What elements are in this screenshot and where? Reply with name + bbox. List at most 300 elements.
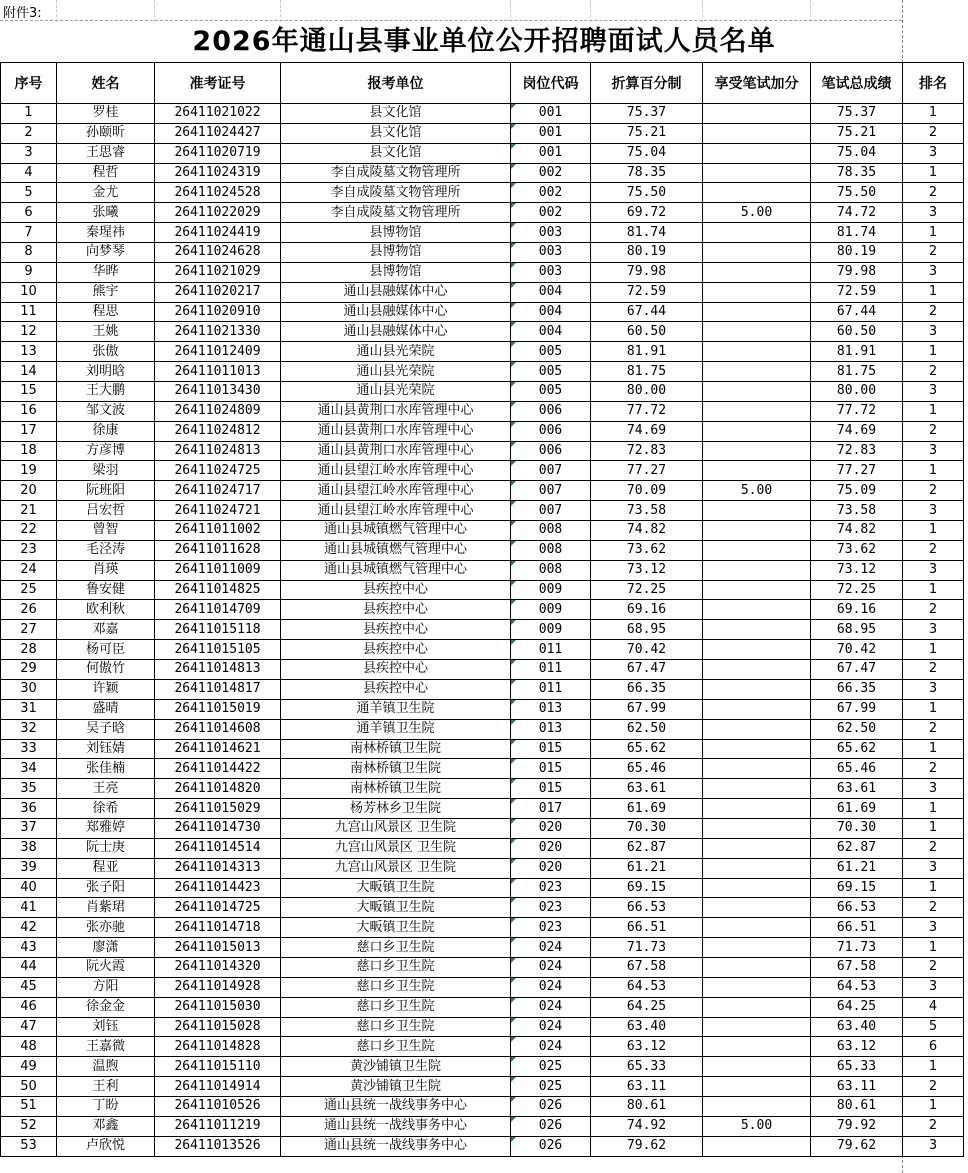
post-code-cell: 006 [511,401,591,421]
header-exam-id: 准考证号 [155,63,281,104]
post-code-cell: 007 [511,481,591,501]
total-score-cell: 65.62 [811,739,903,759]
bonus-cell [703,282,811,302]
post-code-cell: 025 [511,1077,591,1097]
exam-id-cell: 26411011009 [155,560,281,580]
post-code-cell: 002 [511,203,591,223]
exam-id-cell: 26411014709 [155,600,281,620]
exam-id-cell: 26411020719 [155,143,281,163]
seq-cell: 43 [1,938,57,958]
exam-id-cell: 26411014320 [155,957,281,977]
bonus-cell [703,660,811,680]
total-score-cell: 62.50 [811,719,903,739]
name-cell: 金尤 [57,183,155,203]
total-score-cell: 75.37 [811,104,903,124]
exam-id-cell: 26411012409 [155,342,281,362]
post-code-cell: 011 [511,679,591,699]
seq-cell: 21 [1,501,57,521]
name-cell: 方阳 [57,977,155,997]
post-code-cell: 003 [511,223,591,243]
unit-cell: 九宫山风景区 卫生院 [281,858,511,878]
table-row [1,997,964,1017]
header-post-code: 岗位代码 [511,63,591,104]
unit-cell: 通山县融媒体中心 [281,322,511,342]
post-code-cell: 006 [511,441,591,461]
rank-cell: 1 [903,1096,964,1116]
bonus-cell: 5.00 [703,481,811,501]
name-cell: 杨可臣 [57,640,155,660]
exam-id-cell: 26411024813 [155,441,281,461]
total-score-cell: 81.75 [811,362,903,382]
rank-cell: 3 [903,779,964,799]
name-cell: 廖潇 [57,938,155,958]
rank-cell: 1 [903,223,964,243]
bonus-cell [703,997,811,1017]
exam-id-cell: 26411013430 [155,382,281,402]
unit-cell: 通山县统一战线事务中心 [281,1096,511,1116]
seq-cell: 39 [1,858,57,878]
total-score-cell: 72.83 [811,441,903,461]
unit-cell: 大畈镇卫生院 [281,878,511,898]
seq-cell: 50 [1,1077,57,1097]
sheet-gridline [702,0,703,22]
rank-cell: 1 [903,640,964,660]
table-row [1,818,964,838]
exam-id-cell: 26411015105 [155,640,281,660]
exam-id-cell: 26411015030 [155,997,281,1017]
converted-score-cell: 81.74 [591,223,703,243]
unit-cell: 通山县城镇燃气管理中心 [281,560,511,580]
bonus-cell [703,1037,811,1057]
seq-cell: 2 [1,123,57,143]
bonus-cell [703,957,811,977]
exam-id-cell: 26411015110 [155,1057,281,1077]
seq-cell: 32 [1,719,57,739]
rank-cell: 2 [903,719,964,739]
table-row [1,759,964,779]
unit-cell: 通山县城镇燃气管理中心 [281,521,511,541]
unit-cell: 大畈镇卫生院 [281,918,511,938]
post-code-cell: 008 [511,521,591,541]
table-row [1,302,964,322]
name-cell: 阮班阳 [57,481,155,501]
total-score-cell: 69.15 [811,878,903,898]
exam-id-cell: 26411024725 [155,461,281,481]
exam-id-cell: 26411013526 [155,1136,281,1156]
rank-cell: 1 [903,282,964,302]
name-cell: 鲁安健 [57,580,155,600]
bonus-cell [703,461,811,481]
post-code-cell: 007 [511,501,591,521]
table-row [1,104,964,124]
post-code-cell: 003 [511,243,591,263]
total-score-cell: 75.04 [811,143,903,163]
post-code-cell: 006 [511,421,591,441]
seq-cell: 49 [1,1057,57,1077]
bonus-cell [703,521,811,541]
table-row [1,1136,964,1156]
rank-cell: 3 [903,679,964,699]
name-cell: 许颖 [57,679,155,699]
total-score-cell: 64.53 [811,977,903,997]
name-cell: 王姚 [57,322,155,342]
table-row [1,362,964,382]
converted-score-cell: 64.53 [591,977,703,997]
post-code-cell: 005 [511,342,591,362]
seq-cell: 4 [1,163,57,183]
post-code-cell: 017 [511,799,591,819]
bonus-cell [703,759,811,779]
total-score-cell: 79.92 [811,1116,903,1136]
bonus-cell [703,243,811,263]
table-row [1,382,964,402]
seq-cell: 12 [1,322,57,342]
converted-score-cell: 79.62 [591,1136,703,1156]
total-score-cell: 73.58 [811,501,903,521]
converted-score-cell: 62.87 [591,838,703,858]
name-cell: 何傲竹 [57,660,155,680]
exam-id-cell: 26411014514 [155,838,281,858]
exam-id-cell: 26411014825 [155,580,281,600]
unit-cell: 通山县望江岭水库管理中心 [281,461,511,481]
unit-cell: 县疾控中心 [281,580,511,600]
name-cell: 王思睿 [57,143,155,163]
exam-id-cell: 26411022029 [155,203,281,223]
exam-id-cell: 26411015019 [155,699,281,719]
bonus-cell [703,540,811,560]
seq-cell: 42 [1,918,57,938]
bonus-cell [703,1057,811,1077]
name-cell: 程思 [57,302,155,322]
total-score-cell: 79.62 [811,1136,903,1156]
converted-score-cell: 69.16 [591,600,703,620]
converted-score-cell: 81.75 [591,362,703,382]
seq-cell: 29 [1,660,57,680]
bonus-cell [703,223,811,243]
sheet-gridline [510,0,511,22]
converted-score-cell: 70.42 [591,640,703,660]
name-cell: 刘钰婧 [57,739,155,759]
post-code-cell: 015 [511,779,591,799]
post-code-cell: 009 [511,600,591,620]
unit-cell: 通山县统一战线事务中心 [281,1136,511,1156]
page-title: 2026年通山县事业单位公开招聘面试人员名单 [192,26,776,57]
post-code-cell: 009 [511,580,591,600]
name-cell: 吴子晗 [57,719,155,739]
sheet-gridline [590,0,591,22]
converted-score-cell: 77.72 [591,401,703,421]
converted-score-cell: 73.58 [591,501,703,521]
sheet-gridline [280,0,281,22]
seq-cell: 40 [1,878,57,898]
unit-cell: 通羊镇卫生院 [281,699,511,719]
unit-cell: 黄沙铺镇卫生院 [281,1057,511,1077]
converted-score-cell: 72.83 [591,441,703,461]
converted-score-cell: 70.30 [591,818,703,838]
table-row [1,163,964,183]
converted-score-cell: 78.35 [591,163,703,183]
header-rank: 排名 [903,63,964,104]
post-code-cell: 011 [511,640,591,660]
interview-list-table [0,62,964,1157]
rank-cell: 6 [903,1037,964,1057]
post-code-cell: 024 [511,977,591,997]
seq-cell: 10 [1,282,57,302]
name-cell: 王利 [57,1077,155,1097]
exam-id-cell: 26411015118 [155,620,281,640]
exam-id-cell: 26411014422 [155,759,281,779]
converted-score-cell: 66.53 [591,898,703,918]
seq-cell: 35 [1,779,57,799]
converted-score-cell: 62.50 [591,719,703,739]
total-score-cell: 63.61 [811,779,903,799]
total-score-cell: 65.33 [811,1057,903,1077]
unit-cell: 通山县城镇燃气管理中心 [281,540,511,560]
exam-id-cell: 26411014313 [155,858,281,878]
total-score-cell: 62.87 [811,838,903,858]
post-code-cell: 008 [511,540,591,560]
table-row [1,977,964,997]
rank-cell: 2 [903,243,964,263]
name-cell: 温煦 [57,1057,155,1077]
table-row [1,957,964,977]
total-score-cell: 75.09 [811,481,903,501]
seq-cell: 11 [1,302,57,322]
seq-cell: 13 [1,342,57,362]
bonus-cell [703,600,811,620]
table-row [1,918,964,938]
total-score-cell: 75.50 [811,183,903,203]
converted-score-cell: 75.04 [591,143,703,163]
exam-id-cell: 26411020217 [155,282,281,302]
rank-cell: 2 [903,362,964,382]
converted-score-cell: 80.00 [591,382,703,402]
bonus-cell [703,322,811,342]
table-row [1,143,964,163]
unit-cell: 通山县统一战线事务中心 [281,1116,511,1136]
post-code-cell: 002 [511,163,591,183]
seq-cell: 52 [1,1116,57,1136]
rank-cell: 3 [903,977,964,997]
rank-cell: 1 [903,1057,964,1077]
total-score-cell: 78.35 [811,163,903,183]
rank-cell: 3 [903,501,964,521]
bonus-cell [703,501,811,521]
seq-cell: 41 [1,898,57,918]
table-row [1,838,964,858]
table-row [1,600,964,620]
rank-cell: 2 [903,898,964,918]
table-row [1,719,964,739]
exam-id-cell: 26411011013 [155,362,281,382]
exam-id-cell: 26411024809 [155,401,281,421]
post-code-cell: 026 [511,1136,591,1156]
seq-cell: 26 [1,600,57,620]
exam-id-cell: 26411014621 [155,739,281,759]
exam-id-cell: 26411011219 [155,1116,281,1136]
converted-score-cell: 69.72 [591,203,703,223]
unit-cell: 通山县望江岭水库管理中心 [281,481,511,501]
total-score-cell: 61.21 [811,858,903,878]
unit-cell: 李自成陵墓文物管理所 [281,183,511,203]
seq-cell: 24 [1,560,57,580]
table-row [1,521,964,541]
exam-id-cell: 26411014608 [155,719,281,739]
bonus-cell [703,799,811,819]
unit-cell: 杨芳林乡卫生院 [281,799,511,819]
bonus-cell [703,679,811,699]
post-code-cell: 026 [511,1096,591,1116]
seq-cell: 3 [1,143,57,163]
name-cell: 孙颐昕 [57,123,155,143]
seq-cell: 31 [1,699,57,719]
converted-score-cell: 66.35 [591,679,703,699]
seq-cell: 18 [1,441,57,461]
header-seq: 序号 [1,63,57,104]
name-cell: 卢欣悦 [57,1136,155,1156]
converted-score-cell: 80.61 [591,1096,703,1116]
rank-cell: 1 [903,580,964,600]
bonus-cell: 5.00 [703,203,811,223]
header-converted-score: 折算百分制 [591,63,703,104]
name-cell: 王嘉微 [57,1037,155,1057]
table-row [1,262,964,282]
exam-id-cell: 26411024528 [155,183,281,203]
converted-score-cell: 72.59 [591,282,703,302]
bonus-cell [703,262,811,282]
total-score-cell: 66.51 [811,918,903,938]
seq-cell: 8 [1,243,57,263]
seq-cell: 16 [1,401,57,421]
rank-cell: 3 [903,203,964,223]
post-code-cell: 015 [511,739,591,759]
post-code-cell: 024 [511,938,591,958]
post-code-cell: 013 [511,719,591,739]
unit-cell: 李自成陵墓文物管理所 [281,163,511,183]
name-cell: 肖紫珺 [57,898,155,918]
total-score-cell: 77.27 [811,461,903,481]
exam-id-cell: 26411014928 [155,977,281,997]
converted-score-cell: 67.47 [591,660,703,680]
unit-cell: 慈口乡卫生院 [281,1037,511,1057]
exam-id-cell: 26411024717 [155,481,281,501]
table-row [1,183,964,203]
post-code-cell: 005 [511,382,591,402]
unit-cell: 县文化馆 [281,104,511,124]
post-code-cell: 020 [511,858,591,878]
unit-cell: 通山县光荣院 [281,342,511,362]
total-score-cell: 63.12 [811,1037,903,1057]
rank-cell: 2 [903,838,964,858]
unit-cell: 慈口乡卫生院 [281,997,511,1017]
rank-cell: 2 [903,660,964,680]
post-code-cell: 004 [511,322,591,342]
post-code-cell: 024 [511,1017,591,1037]
exam-id-cell: 26411014725 [155,898,281,918]
rank-cell: 2 [903,481,964,501]
name-cell: 徐金金 [57,997,155,1017]
table-row [1,322,964,342]
sheet-gridline [0,20,902,21]
exam-id-cell: 26411021022 [155,104,281,124]
sheet-gridline [810,0,811,22]
bonus-cell [703,1077,811,1097]
total-score-cell: 73.62 [811,540,903,560]
converted-score-cell: 69.15 [591,878,703,898]
post-code-cell: 024 [511,1037,591,1057]
table-row [1,799,964,819]
rank-cell: 1 [903,163,964,183]
rank-cell: 1 [903,878,964,898]
total-score-cell: 74.82 [811,521,903,541]
exam-id-cell: 26411011628 [155,540,281,560]
table-row [1,461,964,481]
total-score-cell: 74.72 [811,203,903,223]
exam-id-cell: 26411024419 [155,223,281,243]
seq-cell: 14 [1,362,57,382]
rank-cell: 1 [903,104,964,124]
header-bonus: 享受笔试加分 [703,63,811,104]
unit-cell: 通山县黄荆口水库管理中心 [281,441,511,461]
header-row [1,63,964,104]
post-code-cell: 009 [511,620,591,640]
rank-cell: 3 [903,143,964,163]
exam-id-cell: 26411011002 [155,521,281,541]
converted-score-cell: 61.21 [591,858,703,878]
header-total-score: 笔试总成绩 [811,63,903,104]
header-unit: 报考单位 [281,63,511,104]
post-code-cell: 004 [511,302,591,322]
name-cell: 郑雅婷 [57,818,155,838]
bonus-cell [703,401,811,421]
post-code-cell: 002 [511,183,591,203]
name-cell: 刘明晗 [57,362,155,382]
name-cell: 盛晴 [57,699,155,719]
exam-id-cell: 26411015028 [155,1017,281,1037]
seq-cell: 37 [1,818,57,838]
table-row [1,640,964,660]
post-code-cell: 025 [511,1057,591,1077]
total-score-cell: 72.25 [811,580,903,600]
exam-id-cell: 26411015013 [155,938,281,958]
post-code-cell: 013 [511,699,591,719]
converted-score-cell: 60.50 [591,322,703,342]
table-row [1,660,964,680]
table-row [1,580,964,600]
converted-score-cell: 74.82 [591,521,703,541]
total-score-cell: 72.59 [811,282,903,302]
exam-id-cell: 26411014828 [155,1037,281,1057]
converted-score-cell: 67.99 [591,699,703,719]
converted-score-cell: 61.69 [591,799,703,819]
seq-cell: 33 [1,739,57,759]
unit-cell: 县疾控中心 [281,600,511,620]
bonus-cell [703,1017,811,1037]
sheet-gridline [154,0,155,22]
name-cell: 张曦 [57,203,155,223]
converted-score-cell: 74.92 [591,1116,703,1136]
total-score-cell: 67.44 [811,302,903,322]
name-cell: 张亦驰 [57,918,155,938]
exam-id-cell: 26411020910 [155,302,281,322]
name-cell: 罗桂 [57,104,155,124]
total-score-cell: 68.95 [811,620,903,640]
converted-score-cell: 72.25 [591,580,703,600]
name-cell: 曾智 [57,521,155,541]
bonus-cell [703,918,811,938]
total-score-cell: 80.61 [811,1096,903,1116]
converted-score-cell: 63.11 [591,1077,703,1097]
